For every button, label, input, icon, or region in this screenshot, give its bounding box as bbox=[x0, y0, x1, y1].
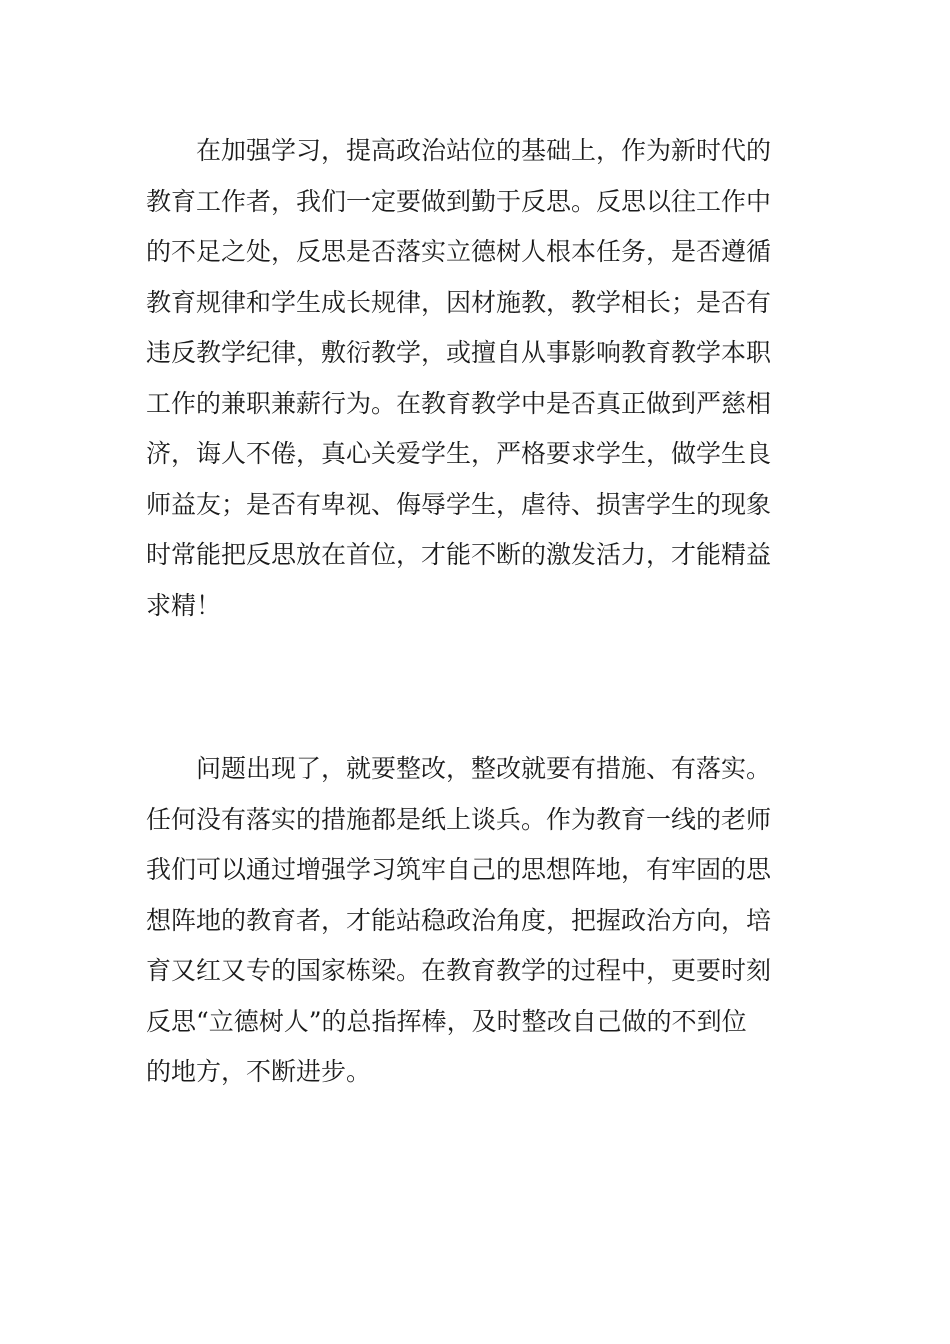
paragraph-line: 违反教学纪律，敷衍教学，或擅自从事影响教育教学本职 bbox=[146, 338, 772, 367]
paragraph-line: 想阵地的教育者，才能站稳政治角度，把握政治方向，培 bbox=[146, 905, 772, 935]
paragraph-line: 教育工作者，我们一定要做到勤于反思。反思以往工作中 bbox=[146, 186, 772, 216]
paragraph-line: 育又红又专的国家栋梁。在教育教学的过程中，更要时刻 bbox=[146, 956, 772, 985]
paragraph-line: 反思“立德树人”的总指挥棒，及时整改自己做的不到位 bbox=[146, 1006, 747, 1036]
paragraph-line: 任何没有落实的措施都是纸上谈兵。作为教育一线的老师 bbox=[146, 804, 772, 834]
paragraph-line: 我们可以通过增强学习筑牢自己的思想阵地，有牢固的思 bbox=[146, 855, 772, 884]
paragraph-line: 时常能把反思放在首位，才能不断的激发活力，才能精益 bbox=[146, 540, 772, 569]
paragraph-line: 的地方，不断进步。 bbox=[146, 1057, 372, 1086]
paragraph-line: 工作的兼职兼薪行为。在教育教学中是否真正做到严慈相 bbox=[146, 388, 772, 418]
paragraph-line: 师益友；是否有卑视、侮辱学生，虐待、损害学生的现象 bbox=[146, 489, 772, 519]
paragraph-line: 的不足之处，反思是否落实立德树人根本任务，是否遵循 bbox=[146, 237, 772, 266]
paragraph-line: 教育规律和学生成长规律，因材施教，教学相长；是否有 bbox=[146, 287, 772, 317]
paragraph-line: 济，诲人不倦，真心关爱学生，严格要求学生，做学生良 bbox=[146, 439, 772, 468]
paragraph-reflection bbox=[146, 126, 806, 631]
paragraph-line: 求精！ bbox=[146, 590, 222, 620]
paragraph-rectification bbox=[146, 744, 806, 1098]
paragraph-line: 问题出现了，就要整改，整改就要有措施、有落实。 bbox=[196, 754, 772, 783]
paragraph-line: 在加强学习，提高政治站位的基础上，作为新时代的 bbox=[196, 136, 772, 165]
